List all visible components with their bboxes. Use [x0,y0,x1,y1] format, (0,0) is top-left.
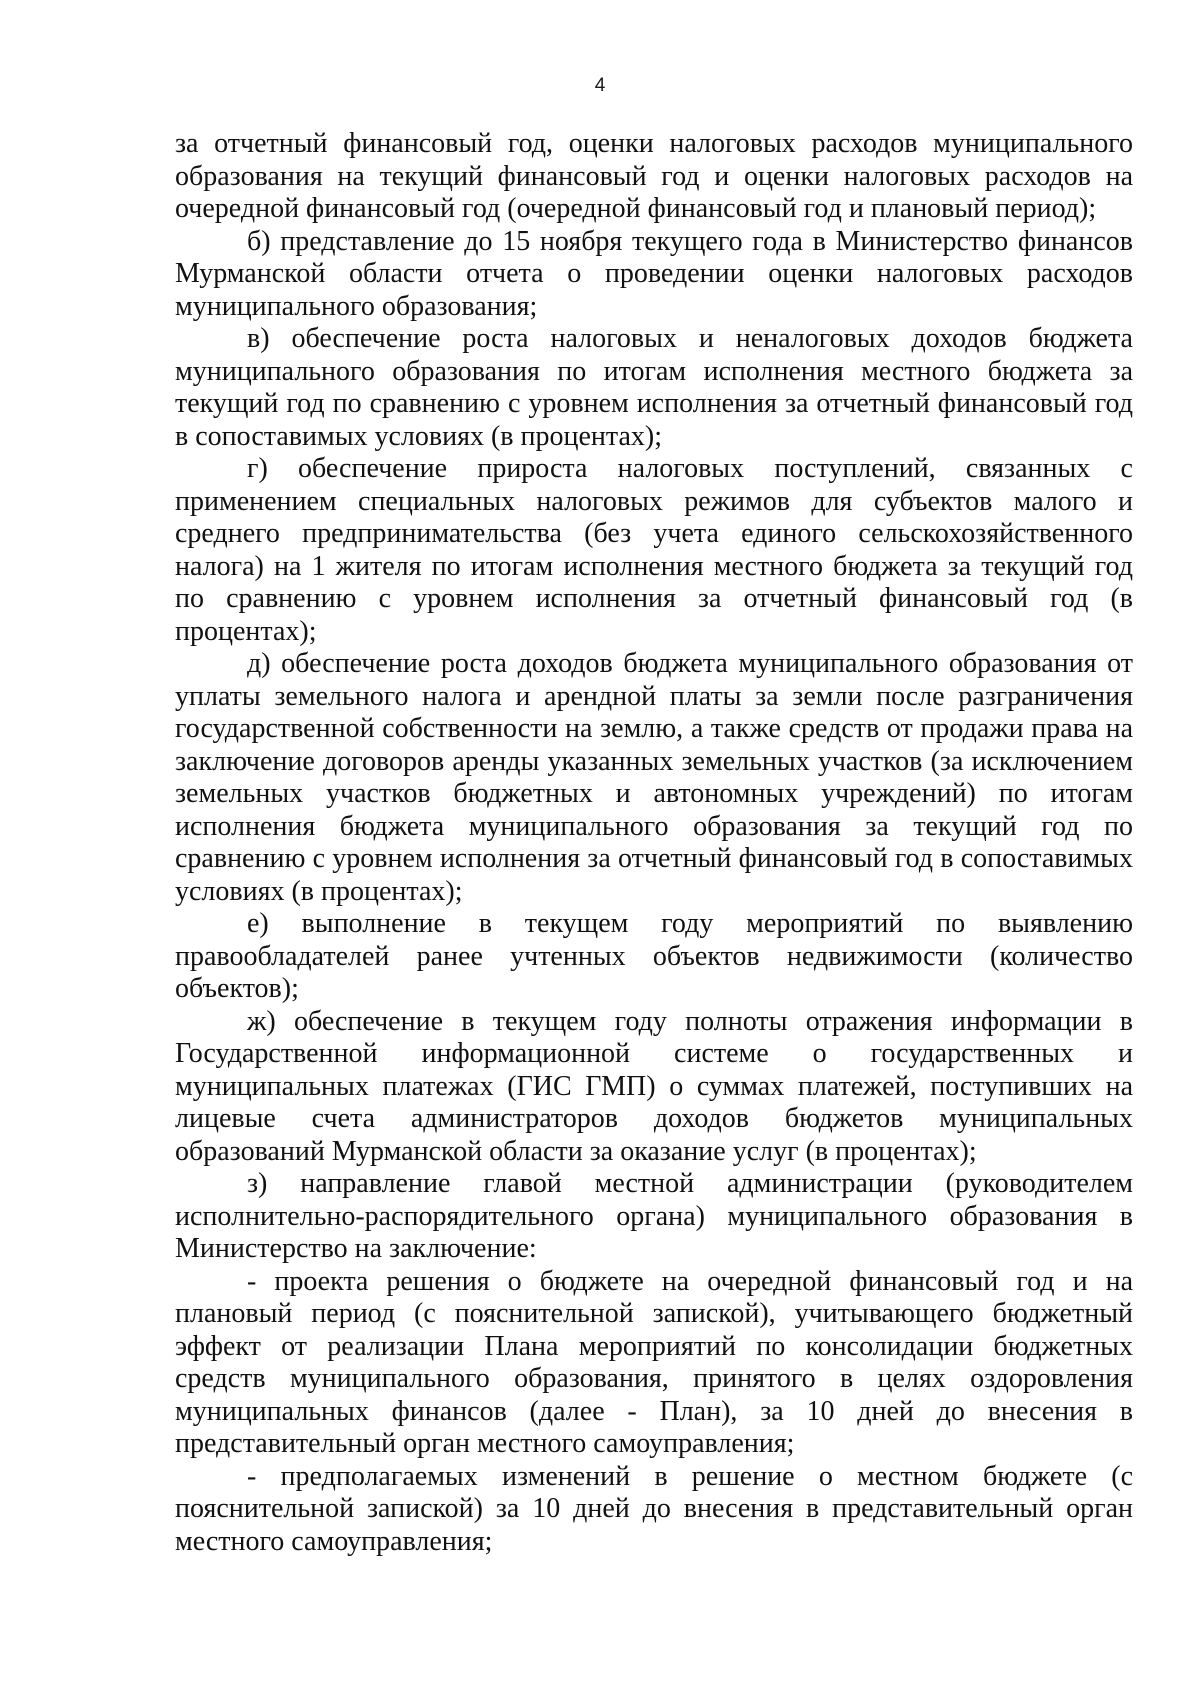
paragraph-item-g: г) обеспечение прироста налоговых поступлений, связанных с применением специальных налоговых режимов для субъектов малого и среднего предпринимательства (без учета единого сельскохозяйственного налога) на 1 жителя по итогам исполнения местного бюджета за текущий год по сравнению с уровнем исполнения за отчетный финансовый год (в процентах); [175,453,1133,647]
paragraph-dash-budget-draft: - проекта решения о бюджете на очередной финансовый год и на плановый период (с пояснительной запиской), учитывающего бюджетный эффект от реализации Плана мероприятий по консолидации бюджетных средств муниципального образования, принятого в целях оздоровления муниципальных финансов (далее - План), за 10 дней до внесения в представительный орган местного самоуправления; [175,1265,1133,1459]
document-body [175,128,1133,1558]
paragraph-item-zh: ж) обеспечение в текущем году полноты отражения информации в Государственной информационной системе о государственных и муниципальных платежах (ГИС ГМП) о суммах платежей, поступивших на лицевые счета администраторов доходов бюджетов муниципальных образований Мурманской области за оказание услуг (в процентах); [175,1005,1133,1167]
paragraph-item-b: б) представление до 15 ноября текущего года в Министерство финансов Мурманской области отчета о проведении оценки налоговых расходов муниципального образования; [175,225,1133,322]
paragraph-item-v: в) обеспечение роста налоговых и неналоговых доходов бюджета муниципального образования по итогам исполнения местного бюджета за текущий год по сравнению с уровнем исполнения за отчетный финансовый год в сопоставимых условиях (в процентах); [175,323,1133,452]
paragraph-item-z: з) направление главой местной администрации (руководителем исполнительно-распорядительного органа) муниципального образования в Министерство на заключение: [175,1168,1133,1264]
paragraph-item-d: д) обеспечение роста доходов бюджета муниципального образования от уплаты земельного налога и арендной платы за земли после разграничения государственной собственности на землю, а также средств от продажи права на заключение договоров аренды указанных земельных участков (за исключением земельных участков бюджетных и автономных учреждений) по итогам исполнения бюджета муниципального образования за текущий год по сравнению с уровнем исполнения за отчетный финансовый год в сопоставимых условиях (в процентах); [175,648,1133,907]
paragraph-item-e: е) выполнение в текущем году мероприятий по выявлению правообладателей ранее учтенных объектов недвижимости (количество объектов); [175,908,1133,1004]
paragraph-continuation: за отчетный финансовый год, оценки налоговых расходов муниципального образования на текущий финансовый год и оценки налоговых расходов на очередной финансовый год (очередной финансовый год и плановый период); [175,128,1133,224]
paragraph-dash-budget-changes: - предполагаемых изменений в решение о местном бюджете (с пояснительной запиской) за 10 дней до внесения в представительный орган местного самоуправления; [175,1460,1133,1557]
page-number: 4 [594,75,606,96]
